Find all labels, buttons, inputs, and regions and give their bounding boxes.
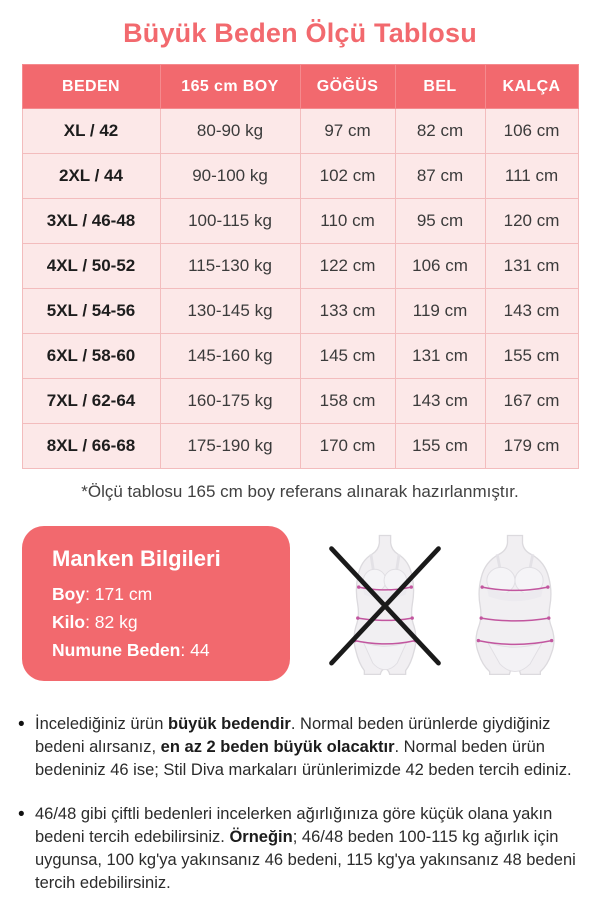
note-text-segment: Örneğin <box>229 828 293 847</box>
column-header: BEL <box>395 65 485 109</box>
note-text-segment: en az 2 beden büyük olacaktır <box>160 737 395 756</box>
table-row <box>22 199 578 244</box>
measure-cell: 145 cm <box>300 334 395 379</box>
measure-cell: 106 cm <box>485 109 578 154</box>
field-label: Boy <box>52 584 86 604</box>
field-label: Kilo <box>52 612 86 632</box>
column-header: KALÇA <box>485 65 578 109</box>
measure-cell: 160-175 kg <box>160 379 300 424</box>
table-row <box>22 424 578 469</box>
table-row <box>22 154 578 199</box>
size-cell: 7XL / 62-64 <box>22 379 160 424</box>
column-header: GÖĞÜS <box>300 65 395 109</box>
size-cell: 6XL / 58-60 <box>22 334 160 379</box>
crossed-out-slim-body-icon <box>324 532 446 676</box>
size-cell: 5XL / 54-56 <box>22 289 160 334</box>
note-text-segment: . Normal beden ürün bedeniniz 46 ise; Stil Diva markaları ürünlerimizde 42 beden tercih ediniz. <box>35 737 572 779</box>
measure-cell: 120 cm <box>485 199 578 244</box>
table-row <box>22 244 578 289</box>
model-info-field: Kilo: 82 kg <box>52 612 138 632</box>
column-header: BEDEN <box>22 65 160 109</box>
measure-cell: 131 cm <box>485 244 578 289</box>
measure-cell: 119 cm <box>395 289 485 334</box>
measure-cell: 106 cm <box>395 244 485 289</box>
measure-cell: 167 cm <box>485 379 578 424</box>
measure-cell: 155 cm <box>395 424 485 469</box>
note-item <box>16 713 584 781</box>
measure-cell: 130-145 kg <box>160 289 300 334</box>
slim-body-silhouette <box>324 532 446 676</box>
measure-cell: 102 cm <box>300 154 395 199</box>
page-title: Büyük Beden Ölçü Tablosu <box>123 18 477 48</box>
table-row <box>22 379 578 424</box>
note-text-segment: İncelediğiniz ürün <box>35 715 168 733</box>
measure-cell: 100-115 kg <box>160 199 300 244</box>
note-text-segment: büyük bedendir <box>168 715 291 733</box>
model-info-field: Boy: 171 cm <box>52 584 153 604</box>
measure-cell: 110 cm <box>300 199 395 244</box>
model-info-field: Numune Beden: 44 <box>52 640 210 660</box>
measure-cell: 111 cm <box>485 154 578 199</box>
measure-cell: 122 cm <box>300 244 395 289</box>
note-text-segment: 46/48 gibi çiftli bedenleri incelerken ağırlığınıza göre küçük olana yakın bedeni tercih edebilirsiniz. <box>35 805 553 847</box>
note-text-segment: . Normal beden ürünlerde giydiğiniz bedeni alırsanız, <box>35 715 551 756</box>
measure-cell: 179 cm <box>485 424 578 469</box>
measure-cell: 90-100 kg <box>160 154 300 199</box>
table-row <box>22 289 578 334</box>
measure-cell: 143 cm <box>485 289 578 334</box>
table-row <box>22 334 578 379</box>
size-table-header-row <box>22 65 578 109</box>
field-label: Numune Beden <box>52 640 181 660</box>
body-figures <box>290 532 578 676</box>
measure-cell: 133 cm <box>300 289 395 334</box>
measure-cell: 95 cm <box>395 199 485 244</box>
measure-cell: 80-90 kg <box>160 109 300 154</box>
size-cell: 8XL / 66-68 <box>22 424 160 469</box>
measure-cell: 87 cm <box>395 154 485 199</box>
size-cell: XL / 42 <box>22 109 160 154</box>
model-info-card <box>22 526 290 681</box>
measure-cell: 115-130 kg <box>160 244 300 289</box>
size-guide-page <box>0 18 600 894</box>
note-item <box>16 803 584 894</box>
measure-cell: 145-160 kg <box>160 334 300 379</box>
measure-cell: 143 cm <box>395 379 485 424</box>
measure-cell: 82 cm <box>395 109 485 154</box>
plus-body-silhouette <box>454 532 576 676</box>
measure-cell: 131 cm <box>395 334 485 379</box>
measure-cell: 97 cm <box>300 109 395 154</box>
model-info-section <box>22 526 578 681</box>
size-cell: 2XL / 44 <box>22 154 160 199</box>
table-row <box>22 109 578 154</box>
size-table <box>22 64 579 469</box>
table-footnote: *Ölçü tablosu 165 cm boy referans alınarak hazırlanmıştır. <box>81 482 519 501</box>
size-cell: 3XL / 46-48 <box>22 199 160 244</box>
measure-cell: 175-190 kg <box>160 424 300 469</box>
measure-cell: 158 cm <box>300 379 395 424</box>
note-text-segment: ; 46/48 beden 100-115 kg ağırlık için uygunsa, 100 kg'ya yakınsanız 46 bedeni, 115 kg'ya yakınsanız 48 bedeni tercih edebilirsiniz. <box>35 828 576 892</box>
column-header: 165 cm BOY <box>160 65 300 109</box>
size-cell: 4XL / 50-52 <box>22 244 160 289</box>
model-info-fields <box>52 584 266 661</box>
model-info-title: Manken Bilgileri <box>52 546 221 571</box>
measure-cell: 170 cm <box>300 424 395 469</box>
plus-size-body-icon <box>454 532 576 676</box>
measure-cell: 155 cm <box>485 334 578 379</box>
size-table-body <box>22 109 578 469</box>
notes-list <box>16 713 584 894</box>
